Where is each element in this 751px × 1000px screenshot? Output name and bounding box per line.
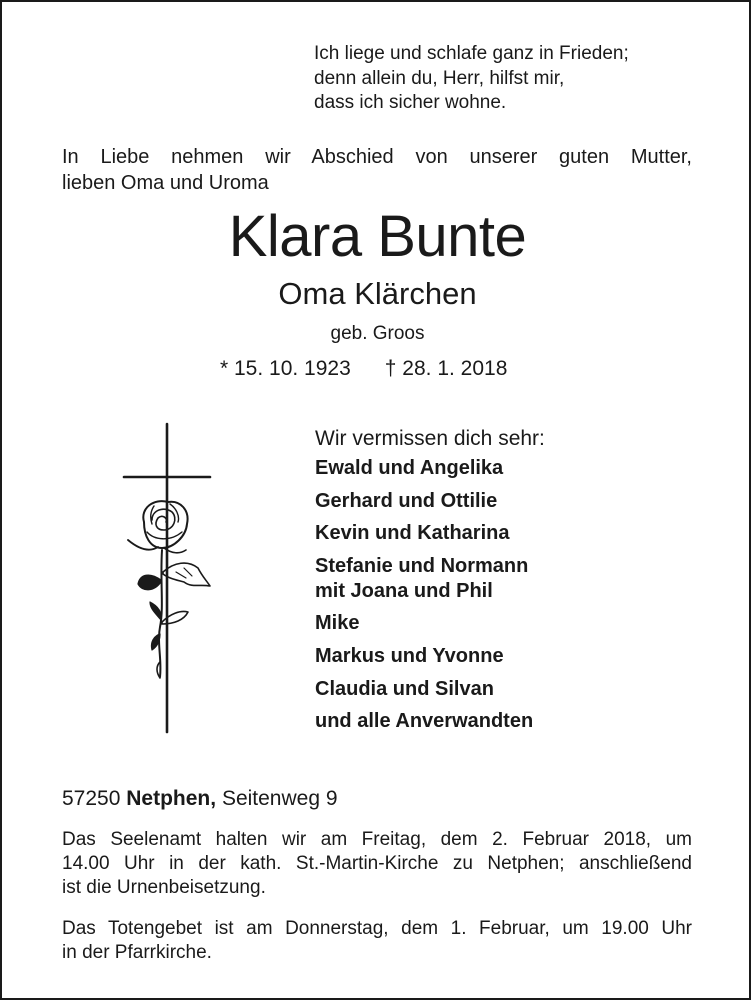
list-item: Kevin und Katharina (315, 522, 510, 545)
paragraph-line: 14.00 Uhr in der kath. St.-Martin-Kirche zu Netphen; anschließend (62, 853, 692, 874)
verse-line: dass ich sicher wohne. (314, 92, 507, 113)
life-dates (220, 354, 507, 384)
birth-date: * 15. 10. 1923 (220, 357, 351, 380)
list-item: Stefanie und Normann (315, 554, 529, 577)
list-item: Ewald und Angelika (315, 457, 504, 479)
mourners-list (315, 456, 533, 742)
deceased-nickname: Oma Klärchen (278, 276, 477, 311)
list-item: Markus und Yvonne (315, 644, 504, 667)
maiden-name: geb. Groos (330, 323, 425, 344)
family-address (62, 785, 338, 813)
list-item: und alle Anverwandten (315, 710, 534, 733)
intro-line: lieben Oma und Uroma (62, 172, 269, 194)
list-item: Gerhard und Ottilie (315, 489, 498, 512)
mourners-heading: Wir vermissen dich sehr: (315, 427, 545, 450)
postcode: 57250 (62, 787, 121, 810)
city: Netphen, (126, 787, 217, 810)
list-item: Claudia und Silvan (315, 677, 494, 700)
intro-line: In Liebe nehmen wir Abschied von unserer guten Mutter, (62, 146, 692, 168)
paragraph-line: Das Totengebet ist am Donnerstag, dem 1. Februar, um 19.00 Uhr (62, 918, 692, 939)
paragraph-line: Das Seelenamt halten wir am Freitag, dem 2. Februar 2018, um (62, 829, 692, 850)
verse-line: denn allein du, Herr, hilfst mir, (314, 67, 565, 89)
death-date: † 28. 1. 2018 (384, 357, 508, 380)
verse-line: Ich liege und schlafe ganz in Frieden; (314, 43, 629, 64)
list-item: mit Joana und Phil (315, 579, 493, 602)
list-item: Mike (315, 612, 360, 635)
paragraph-line: in der Pfarrkirche. (62, 942, 212, 963)
cross-with-rose-icon (114, 422, 224, 737)
farewell-intro (62, 144, 692, 196)
deceased-name: Klara Bunte (228, 204, 527, 269)
street: Seitenweg 9 (221, 787, 338, 810)
bible-verse (314, 42, 629, 116)
prayer-paragraph (62, 917, 692, 965)
paragraph-line: ist die Urnenbeisetzung. (62, 877, 266, 898)
requiem-paragraph (62, 828, 692, 900)
